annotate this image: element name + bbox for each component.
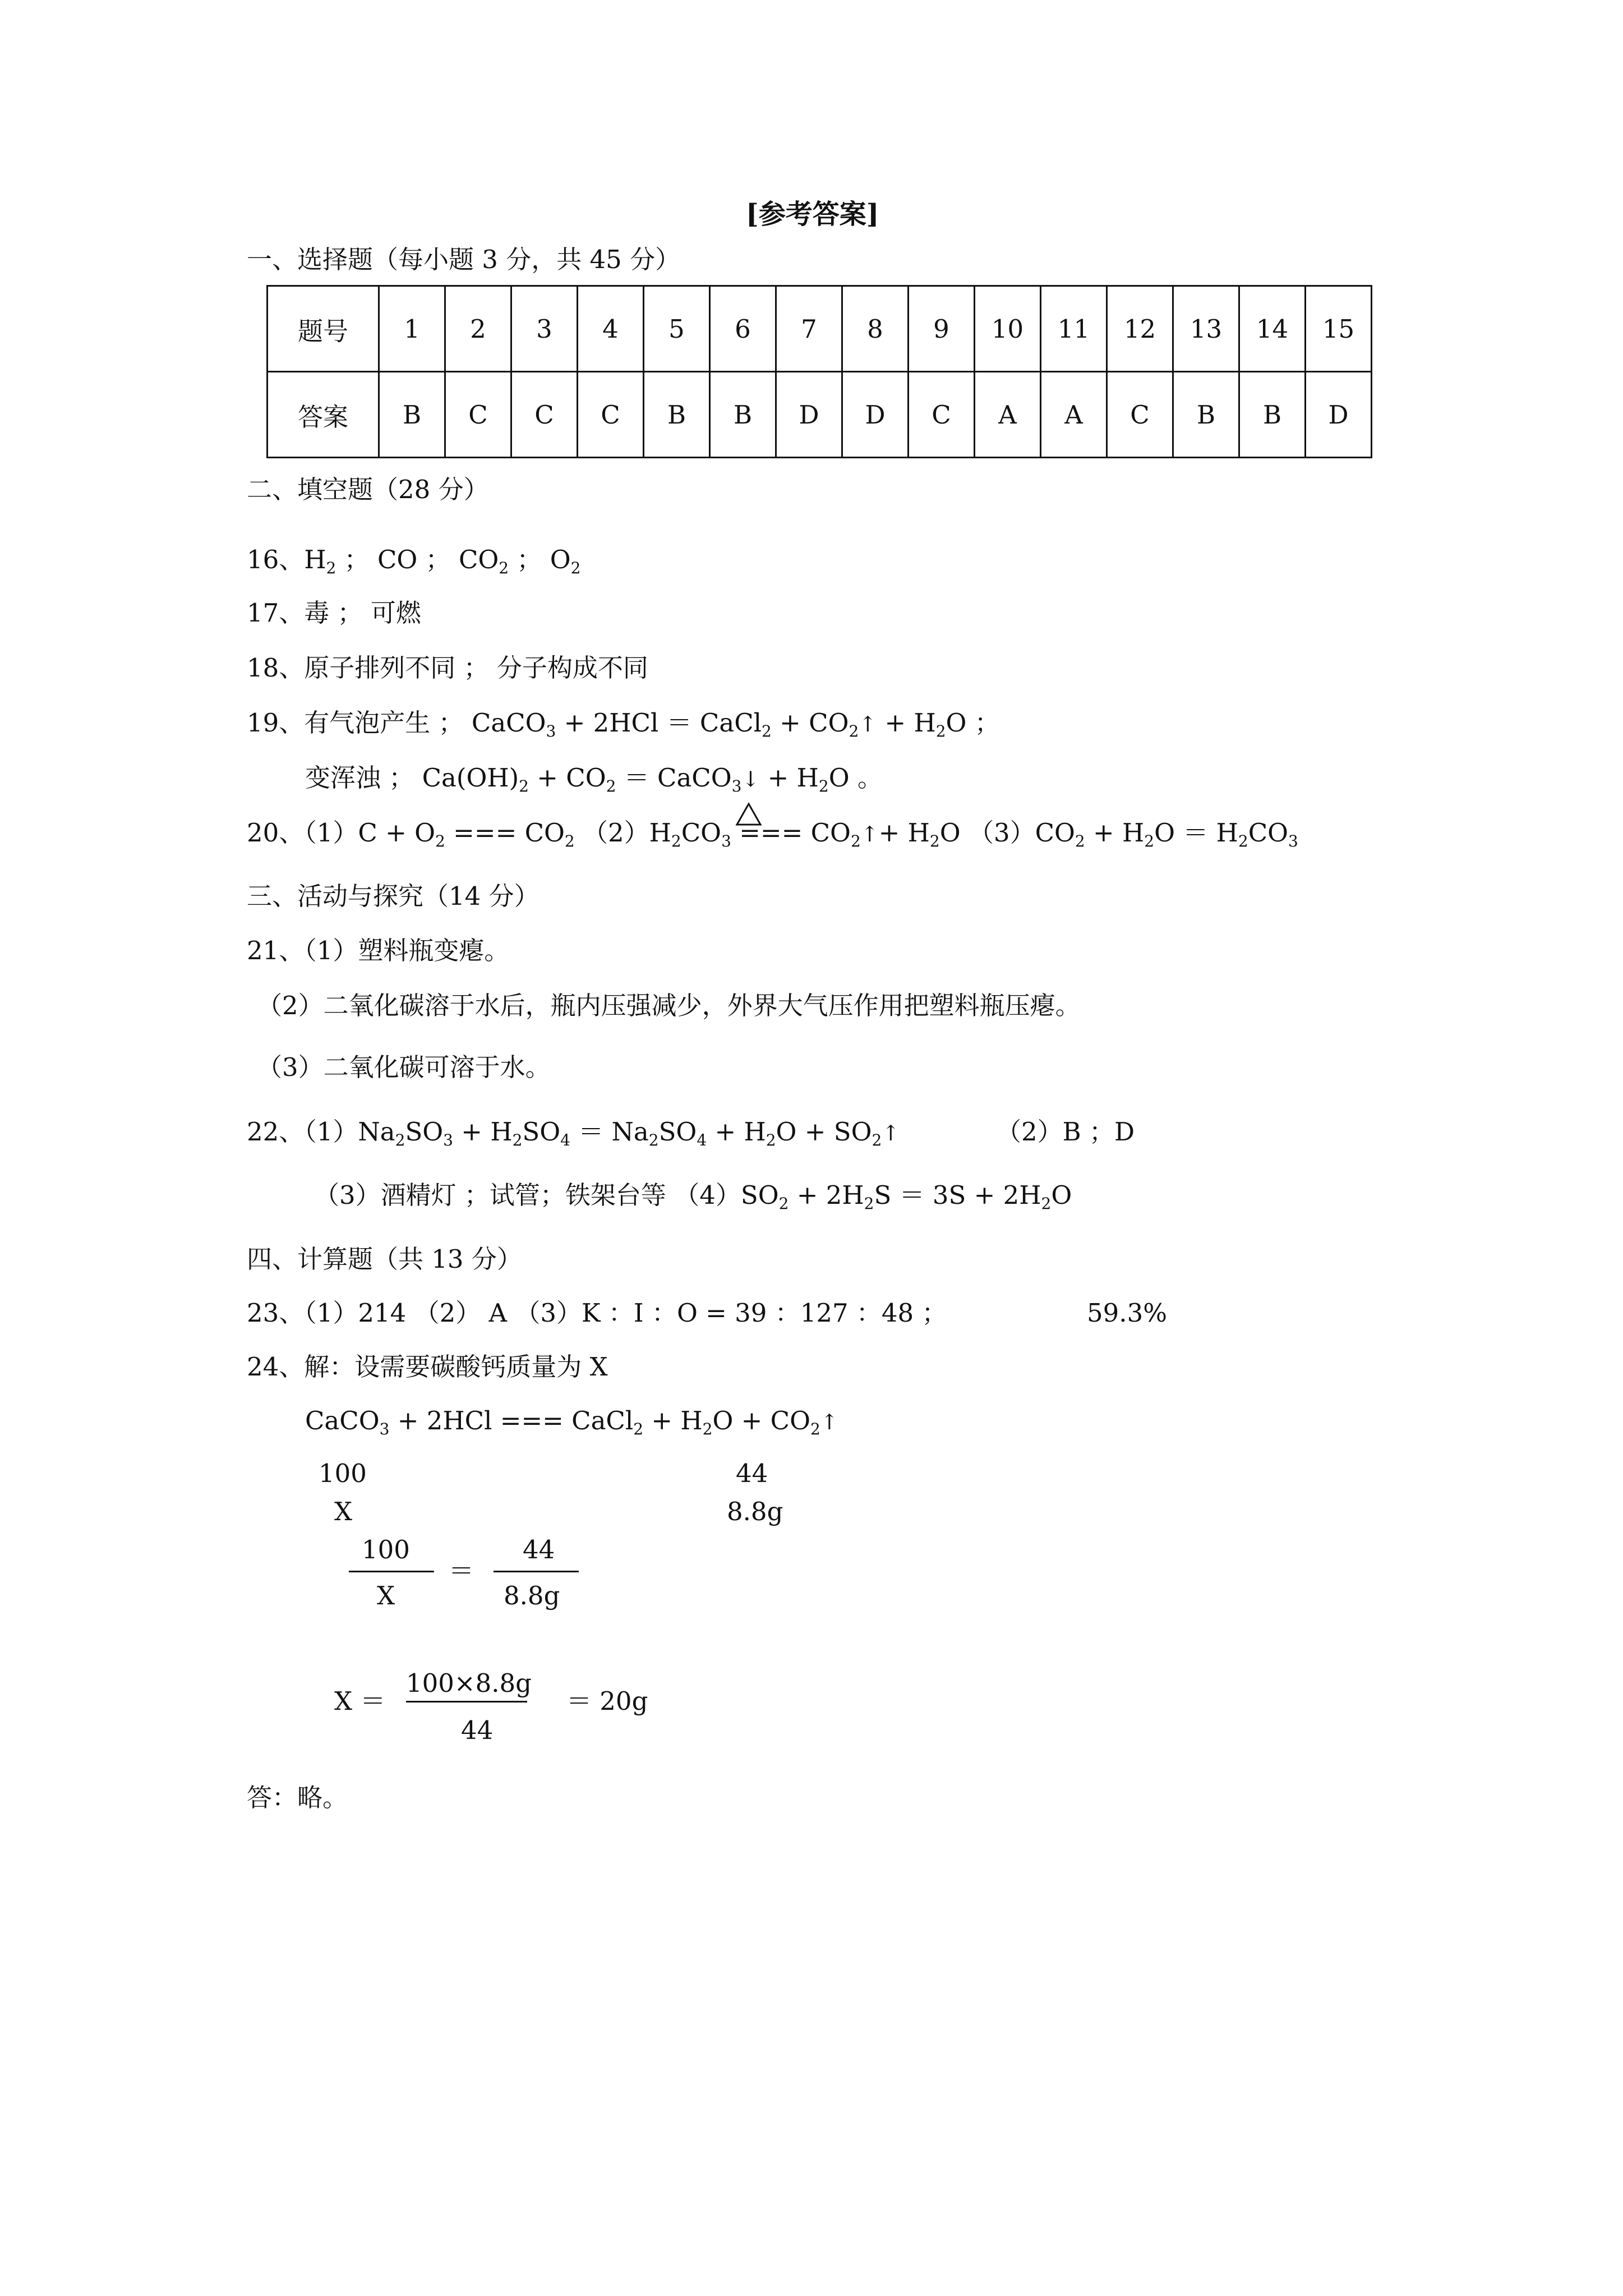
- answer-19-line1: [247, 708, 1000, 740]
- eq-part: + H: [759, 763, 819, 793]
- table-cell: 4: [578, 286, 644, 372]
- table-cell: 7: [776, 286, 842, 372]
- eq-part: （3）CO: [968, 818, 1075, 848]
- eq-part: O: [939, 818, 961, 848]
- table-cell: 11: [1041, 286, 1107, 372]
- subscript: 2: [929, 831, 940, 850]
- precipitate-arrow-icon: ↓: [741, 767, 760, 792]
- answer-21-2: （2）二氧化碳溶于水后，瓶内压强减少，外界大气压作用把塑料瓶压瘪。: [257, 991, 1081, 1020]
- separator: ；: [425, 545, 451, 574]
- table-cell: 8: [842, 286, 909, 372]
- answer-20: [247, 818, 1298, 850]
- eq-part: O + SO: [776, 1117, 872, 1147]
- subscript: 2: [570, 558, 581, 577]
- eq-part: （2）H: [583, 818, 671, 848]
- table-cell: C: [909, 372, 975, 458]
- eq-part: ＝ Na: [570, 1117, 649, 1147]
- subscript: 2: [499, 558, 509, 577]
- table-cell: A: [975, 372, 1041, 458]
- q16-label: 16、: [247, 545, 305, 574]
- subscript: 2: [671, 831, 681, 850]
- eq-part: O: [1051, 1180, 1072, 1210]
- eq-part: （3）酒精灯 ；试管；铁架台等 （4）SO: [314, 1180, 779, 1210]
- subscript: 2: [850, 831, 861, 850]
- subscript: 2: [1041, 1194, 1052, 1213]
- answer-18: 18、原子排列不同 ； 分子构成不同: [247, 653, 648, 683]
- table-cell: C: [578, 372, 644, 458]
- gas-arrow-icon: ↑: [859, 712, 877, 737]
- subscript: 2: [435, 831, 445, 850]
- fraction1-numerator: 100: [362, 1535, 410, 1565]
- eq-part: ＝ CaCO: [616, 763, 732, 793]
- formula-co2: CO: [458, 545, 499, 574]
- subscript: 2: [818, 776, 829, 795]
- fraction1-denominator: X: [377, 1581, 395, 1611]
- eq-part: + H: [453, 1117, 513, 1147]
- answer-21-3: （3）二氧化碳可溶于水。: [257, 1052, 551, 1082]
- page-title: [参考答案]: [746, 199, 879, 230]
- section1-heading: 一、选择题（每小题 3 分，共 45 分）: [247, 245, 681, 274]
- subscript: 2: [778, 1194, 789, 1213]
- eq-part: === CO: [731, 818, 851, 848]
- subscript: 2: [564, 831, 575, 850]
- answer-19-line2: [305, 763, 883, 795]
- conclusion: 答：略。: [247, 1783, 348, 1812]
- table-cell: 14: [1239, 286, 1306, 372]
- subscript: 2: [326, 558, 336, 577]
- subscript: 2: [864, 1194, 874, 1213]
- subscript: 3: [443, 1130, 453, 1149]
- eq-part: Ca(OH): [422, 763, 519, 793]
- eq-part: + H: [707, 1117, 766, 1147]
- answer-table: [266, 285, 1372, 458]
- subscript: 2: [766, 1130, 776, 1149]
- subscript: 2: [633, 1419, 644, 1438]
- table-cell: 15: [1306, 286, 1372, 372]
- eq-part: O 。: [828, 763, 883, 793]
- gas-arrow-icon: ↑: [882, 1121, 900, 1145]
- subscript: 2: [606, 776, 616, 795]
- subscript: 3: [721, 831, 731, 850]
- answer-22-line1: [247, 1117, 900, 1149]
- table-cell: B: [1173, 372, 1239, 458]
- table-header-answer: 答案: [268, 372, 379, 458]
- subscript: 2: [810, 1419, 820, 1438]
- eq-part: 20、（1）C + O: [247, 818, 436, 848]
- formula-h2: H: [304, 545, 326, 574]
- subscript: 2: [395, 1130, 405, 1149]
- fraction2-numerator: 44: [523, 1535, 555, 1565]
- subscript: 2: [762, 721, 772, 740]
- table-cell: C: [445, 372, 511, 458]
- eq-part: === CO: [445, 818, 565, 848]
- heat-triangle-icon: [735, 802, 763, 827]
- subscript: 3: [546, 721, 556, 740]
- subscript: 4: [560, 1130, 570, 1149]
- eq-part: + 2H: [789, 1180, 864, 1210]
- equals-sign: ＝: [449, 1556, 474, 1586]
- subscript: 2: [702, 1419, 713, 1438]
- table-row-answers: [268, 372, 1372, 458]
- eq-part: + CO: [528, 763, 606, 793]
- table-cell: 13: [1173, 286, 1239, 372]
- table-cell: B: [1239, 372, 1306, 458]
- eq-part: + H: [877, 708, 936, 738]
- subscript: 2: [1238, 831, 1248, 850]
- table-cell: A: [1041, 372, 1107, 458]
- answer-16: [247, 545, 581, 577]
- eq-part: + H: [878, 818, 930, 848]
- answer-23: 23、（1）214 （2） A （3）K ：I ：O = 39 ：127 ：48 ；: [247, 1298, 947, 1328]
- fraction-bar: [349, 1571, 434, 1572]
- subscript: 3: [731, 776, 742, 795]
- table-row-numbers: [268, 286, 1372, 372]
- eq-part: CO: [681, 818, 722, 848]
- equation-19a: [472, 708, 1000, 738]
- x-label: X ＝: [334, 1686, 386, 1716]
- co2-mass: 8.8g: [727, 1497, 783, 1526]
- equation-24: [305, 1406, 838, 1438]
- eq-part: SO: [405, 1117, 444, 1147]
- eq-part: + 2HCl === CaCl: [389, 1406, 634, 1435]
- answer-21-1: 21、（1）塑料瓶变瘪。: [247, 936, 510, 965]
- answer-23-percent: 59.3%: [1087, 1298, 1167, 1328]
- eq-part: 22、（1）Na: [247, 1117, 395, 1147]
- subscript: 2: [1144, 831, 1155, 850]
- equation-19b: [422, 763, 883, 793]
- q19-turbid: 变浑浊 ；: [305, 763, 414, 793]
- table-cell: B: [379, 372, 445, 458]
- x-result: ＝ 20g: [566, 1686, 648, 1716]
- molar-mass-caco3: 100: [319, 1458, 367, 1488]
- subscript: 2: [512, 1130, 523, 1149]
- table-cell: D: [1306, 372, 1372, 458]
- eq-part: O + CO: [712, 1406, 810, 1435]
- table-cell: 9: [909, 286, 975, 372]
- q19-label: 19、有气泡产生 ；: [247, 708, 464, 738]
- table-cell: 3: [511, 286, 578, 372]
- gas-arrow-icon: ↑: [820, 1410, 838, 1434]
- molar-mass-co2: 44: [736, 1458, 768, 1488]
- formula-o2: O: [550, 545, 571, 574]
- eq-part: CaCO: [471, 708, 546, 738]
- answer-22-line2: [314, 1180, 1072, 1213]
- fraction-bar: [494, 1571, 579, 1572]
- section3-heading: 三、活动与探究（14 分）: [247, 881, 540, 911]
- subscript: 4: [697, 1130, 707, 1149]
- subscript: 2: [872, 1130, 882, 1149]
- eq-part: SO: [658, 1117, 697, 1147]
- eq-part: O ＝ H: [1154, 818, 1238, 848]
- separator: ；: [517, 545, 542, 574]
- eq-part: + 2HCl ＝ CaCl: [556, 708, 762, 738]
- subscript: 3: [379, 1419, 390, 1438]
- answer-24-intro: 24、解：设需要碳酸钙质量为 X: [247, 1352, 608, 1382]
- subscript: 2: [849, 721, 859, 740]
- table-cell: B: [710, 372, 776, 458]
- fraction2-denominator: 8.8g: [504, 1581, 560, 1611]
- gas-arrow-icon: ↑: [860, 822, 879, 846]
- subscript: 2: [648, 1130, 659, 1149]
- unknown-mass: X: [334, 1497, 353, 1526]
- section2-heading: 二、填空题（28 分）: [247, 475, 489, 504]
- eq-part: O ；: [946, 708, 1000, 738]
- subscript: 2: [1075, 831, 1085, 850]
- table-cell: 1: [379, 286, 445, 372]
- eq-part: CaCO: [305, 1406, 380, 1435]
- separator: ；: [344, 545, 370, 574]
- table-cell: D: [776, 372, 842, 458]
- x-numerator: 100×8.8g: [406, 1668, 532, 1698]
- section4-heading: 四、计算题（共 13 分）: [247, 1244, 522, 1274]
- table-cell: C: [1107, 372, 1173, 458]
- table-cell: C: [511, 372, 578, 458]
- table-cell: B: [644, 372, 710, 458]
- table-cell: 10: [975, 286, 1041, 372]
- fraction-bar: [406, 1701, 527, 1703]
- table-cell: 2: [445, 286, 511, 372]
- eq-part: CO: [1248, 818, 1289, 848]
- eq-part: + H: [643, 1406, 703, 1435]
- answer-17: 17、毒 ； 可燃: [247, 598, 421, 628]
- table-cell: D: [842, 372, 909, 458]
- subscript: 3: [1288, 831, 1298, 850]
- eq-part: SO: [522, 1117, 561, 1147]
- subscript: 2: [935, 721, 946, 740]
- table-cell: 12: [1107, 286, 1173, 372]
- subscript: 2: [519, 776, 529, 795]
- x-denominator: 44: [461, 1715, 494, 1745]
- table-cell: 6: [710, 286, 776, 372]
- eq-part: + CO: [771, 708, 849, 738]
- eq-part: + H: [1085, 818, 1145, 848]
- table-header-number: 题号: [268, 286, 379, 372]
- formula-co: CO: [377, 545, 418, 574]
- answer-22-part2: （2）B ；D: [996, 1117, 1135, 1147]
- table-cell: 5: [644, 286, 710, 372]
- eq-part: S ＝ 3S + 2H: [874, 1180, 1041, 1210]
